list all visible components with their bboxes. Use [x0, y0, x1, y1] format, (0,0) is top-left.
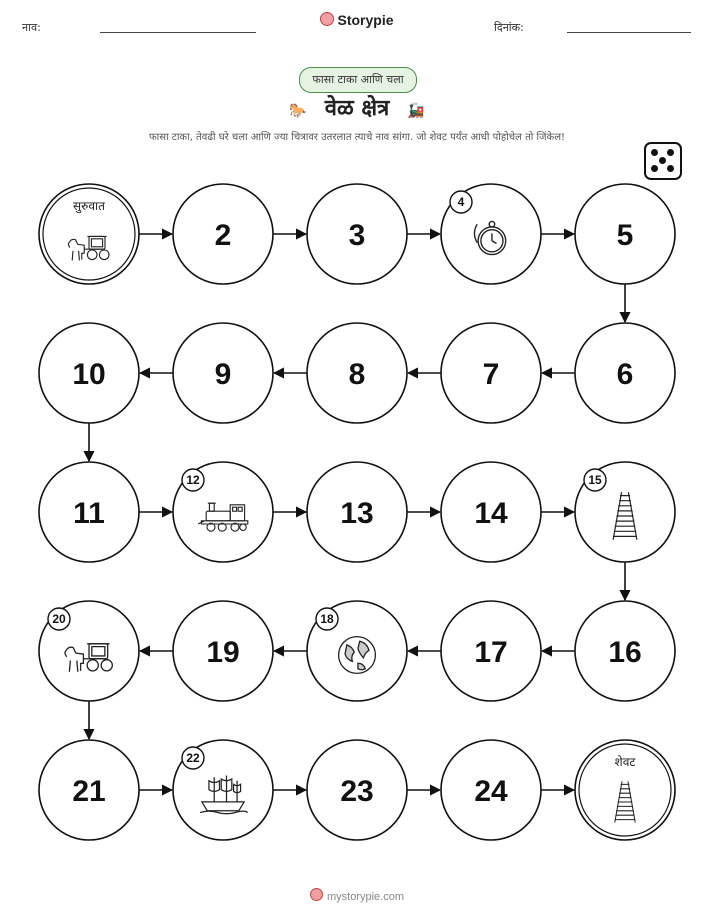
board-cell-7[interactable]	[441, 323, 541, 423]
board-cell-1[interactable]	[39, 184, 139, 284]
board-cell-24[interactable]	[441, 740, 541, 840]
board-cell-20[interactable]	[39, 601, 139, 701]
cell-number: 7	[482, 358, 500, 391]
cell-number: 21	[72, 775, 106, 808]
board-cell-23[interactable]	[307, 740, 407, 840]
footer-site[interactable]: mystorypie.com	[326, 891, 405, 903]
instructions: फासा टाका, तेवढी घरे चला आणि ज्या चित्रावर उतरलात त्याचे नाव सांगा. जो शेवट पर्यंत आधी पोहोचेल तो जिंकेल!	[148, 132, 566, 143]
board-cell-9[interactable]	[173, 323, 273, 423]
cell-number: 14	[474, 497, 508, 530]
board-cell-2[interactable]	[173, 184, 273, 284]
board-cell-21[interactable]	[39, 740, 139, 840]
cell-number: 9	[214, 358, 232, 391]
cell-number: 24	[474, 775, 508, 808]
cell-badge-number: 12	[186, 473, 200, 487]
board-cell-15[interactable]	[575, 462, 675, 562]
name-label: नाव:	[22, 21, 41, 34]
board-cell-12[interactable]	[173, 462, 273, 562]
cell-number: 10	[72, 358, 106, 391]
cell-number: 11	[73, 497, 105, 530]
cell-badge-number: 4	[457, 195, 465, 209]
board-cell-19[interactable]	[173, 601, 273, 701]
board-cell-22[interactable]	[173, 740, 273, 840]
cell-number: 13	[340, 497, 374, 530]
cell-badge-number: 20	[52, 612, 66, 626]
board-cell-10[interactable]	[39, 323, 139, 423]
cell-number: 2	[214, 219, 232, 252]
cell-number: 17	[474, 636, 508, 669]
storypie-footer-icon	[310, 888, 323, 901]
board-cells	[39, 184, 675, 840]
cell-number: 3	[348, 219, 366, 252]
board-cell-3[interactable]	[307, 184, 407, 284]
cell-badge-number: 18	[320, 612, 334, 626]
cell-number: 6	[616, 358, 634, 391]
board-cell-25[interactable]	[575, 740, 675, 840]
cell-number: 8	[348, 358, 366, 391]
board-cell-13[interactable]	[307, 462, 407, 562]
title-carriage-icon: 🐎	[289, 103, 307, 119]
board-cell-5[interactable]	[575, 184, 675, 284]
board-cell-4[interactable]	[441, 184, 541, 284]
finish-label: शेवट	[614, 755, 636, 769]
date-label: दिनांक:	[494, 21, 524, 34]
board-cell-6[interactable]	[575, 323, 675, 423]
cell-number: 19	[206, 636, 240, 669]
footer	[0, 888, 714, 903]
board-cell-14[interactable]	[441, 462, 541, 562]
game-tag: फासा टाका आणि चला	[299, 67, 417, 93]
cell-badge-number: 22	[186, 751, 200, 765]
cell-number: 23	[340, 775, 374, 808]
title-text: वेळ क्षेत्र	[324, 96, 390, 121]
title-train-icon: 🚂	[407, 103, 425, 119]
board-cell-18[interactable]	[307, 601, 407, 701]
start-label: सुरुवात	[73, 199, 105, 213]
board-cell-11[interactable]	[39, 462, 139, 562]
brand-name: Storypie	[337, 12, 394, 28]
board-cell-16[interactable]	[575, 601, 675, 701]
cell-number: 16	[608, 636, 642, 669]
cell-badge-number: 15	[588, 473, 602, 487]
board-cell-17[interactable]	[441, 601, 541, 701]
cell-number: 5	[616, 219, 634, 252]
board-cell-8[interactable]	[307, 323, 407, 423]
